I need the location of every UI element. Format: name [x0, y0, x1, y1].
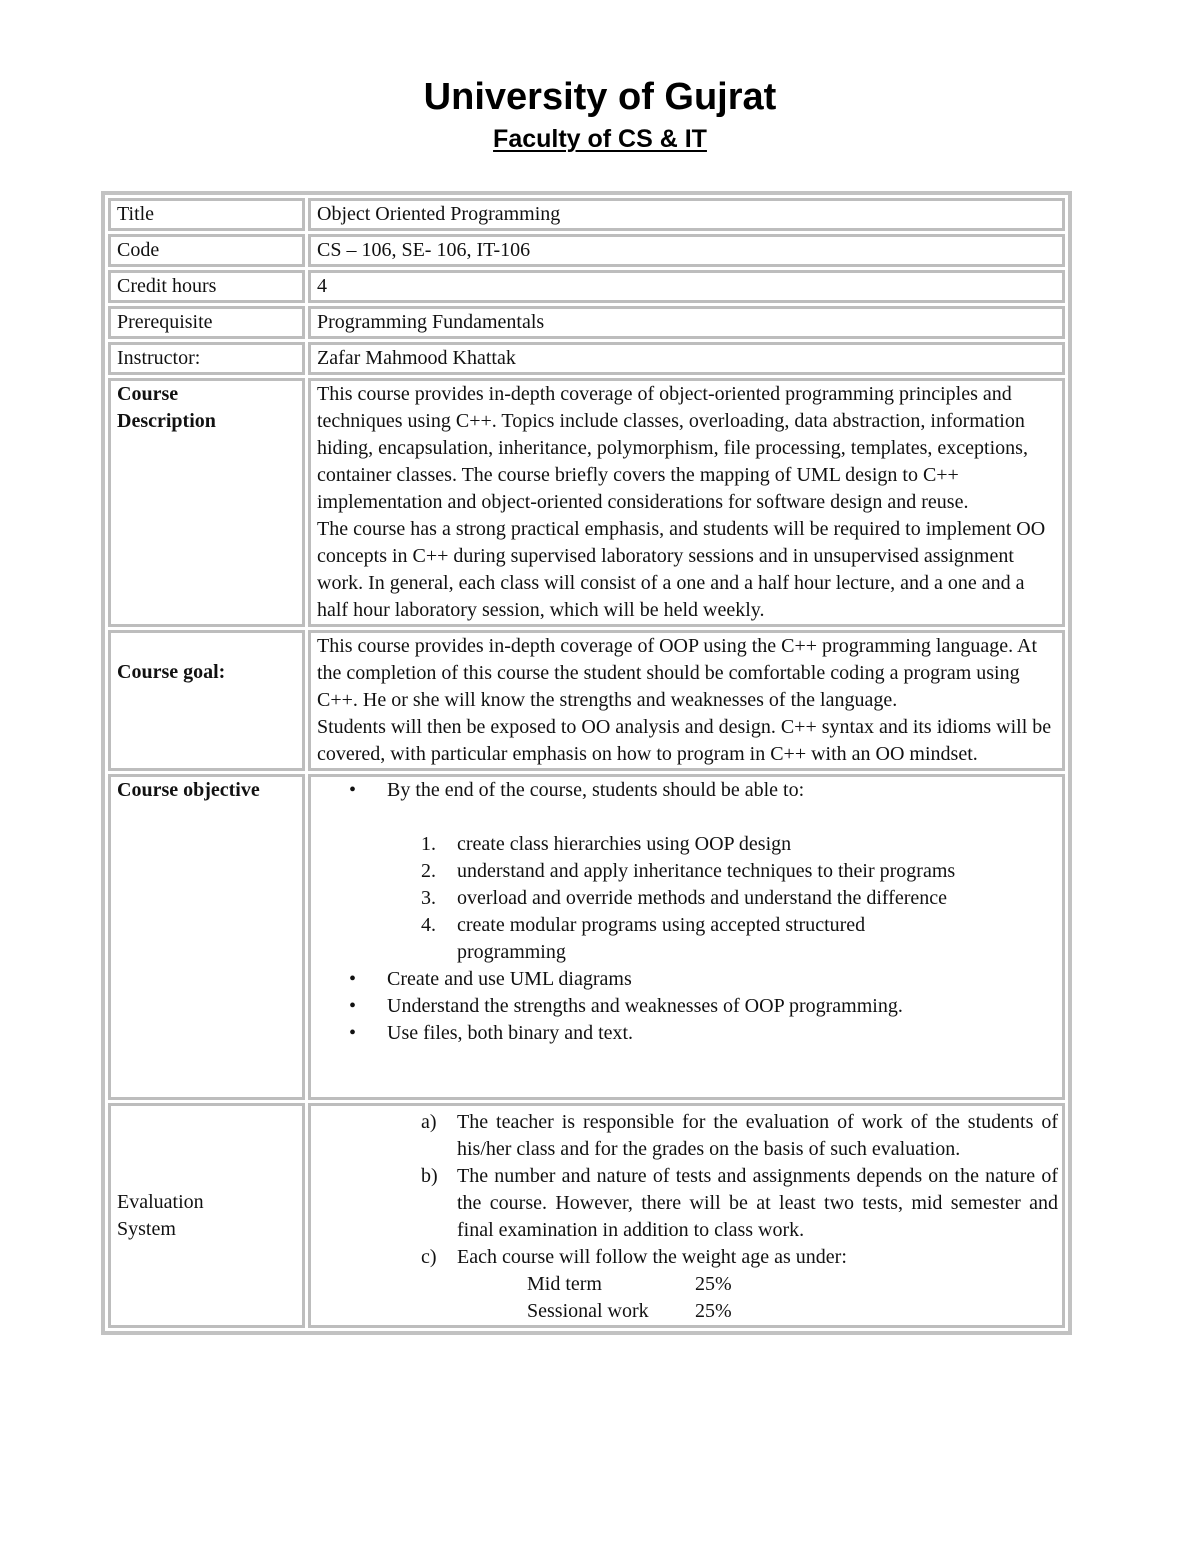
table-row-prerequisite: [108, 306, 1065, 339]
course-description-paragraph-2: The course has a strong practical emphasis, and students will be required to implement OO concepts in C++ during supervised laboratory sessions and in unsupervised assignment work. In general, each class will consist of a one and a half hour lecture, and a one and a half hour laboratory session, which will be held weekly.: [317, 518, 1046, 621]
instructor-label: Instructor:: [108, 342, 305, 375]
evaluation-system-label-line2: System: [117, 1217, 176, 1240]
faculty-title-text: Faculty of CS & IT: [493, 125, 707, 153]
faculty-title: [0, 123, 1200, 155]
evaluation-system-label-line1: Evaluation: [117, 1190, 204, 1213]
table-row-credit-hours: [108, 270, 1065, 303]
table-row-course-goal: [108, 630, 1065, 771]
list-item-letter: b): [421, 1165, 438, 1187]
evaluation-system-label: [108, 1103, 305, 1328]
list-item: • Understand the strengths and weaknesses of OOP programming.: [317, 993, 1058, 1020]
list-item: [317, 1109, 1058, 1163]
evaluation-system-value: [308, 1103, 1065, 1328]
weight-value: 25%: [695, 1300, 732, 1322]
course-info-table: [101, 191, 1072, 1335]
list-item-number: 1.: [421, 833, 436, 855]
instructor-value: Zafar Mahmood Khattak: [308, 342, 1065, 375]
list-item-text: overload and override methods and understand the difference: [457, 887, 947, 909]
list-item-text: Each course will follow the weight age as under:: [457, 1246, 847, 1268]
table-row-instructor: [108, 342, 1065, 375]
prerequisite-label: Prerequisite: [108, 306, 305, 339]
title-value: Object Oriented Programming: [308, 198, 1065, 231]
list-item: • Create and use UML diagrams: [317, 966, 1058, 993]
list-item: [317, 831, 1058, 858]
weight-row-sessional-work: [317, 1298, 1058, 1325]
table-row-course-description: [108, 378, 1065, 627]
list-item: [317, 885, 1058, 912]
evaluation-list: [317, 1109, 1058, 1271]
list-item: • By the end of the course, students should be able to:: [317, 777, 1058, 804]
course-description-label-line1: Course: [117, 383, 179, 405]
course-description-label-line2: Description: [117, 410, 216, 432]
list-item: [317, 858, 1058, 885]
objective-bullet-list: [317, 966, 1058, 1047]
list-item-text: create class hierarchies using OOP design: [457, 833, 792, 855]
list-item-number: 4.: [421, 914, 436, 936]
list-item-text: understand and apply inheritance techniques to their programs: [457, 860, 956, 882]
list-item-letter: a): [421, 1111, 437, 1133]
list-item-number: 2.: [421, 860, 436, 882]
course-objective-value: [308, 774, 1065, 1100]
credit-hours-label: Credit hours: [108, 270, 305, 303]
list-item-text: create modular programs using accepted structured programming: [457, 914, 866, 963]
list-item: [317, 912, 1058, 966]
code-value: CS – 106, SE- 106, IT-106: [308, 234, 1065, 267]
prerequisite-value: Programming Fundamentals: [308, 306, 1065, 339]
objective-intro-list: [317, 777, 1058, 804]
weight-value: 25%: [695, 1273, 732, 1295]
table-row-code: [108, 234, 1065, 267]
table-row-course-objective: [108, 774, 1065, 1100]
weight-name: Mid term: [527, 1273, 602, 1295]
course-goal-paragraph-2: Students will then be exposed to OO analysis and design. C++ syntax and its idioms will be covered, with particular emphasis on how to program in C++ with an OO mindset.: [317, 716, 1052, 765]
weight-name: Sessional work: [527, 1300, 649, 1322]
code-label: Code: [108, 234, 305, 267]
list-item-text: The teacher is responsible for the evaluation of work of the students of his/her class and for the grades on the basis of such evaluation.: [457, 1111, 1058, 1160]
list-item: [317, 1163, 1058, 1244]
objective-numbered-list: [317, 831, 1058, 966]
list-item-text: The number and nature of tests and assignments depends on the nature of the course. However, there will be at least two tests, mid semester and final examination in addition to class work.: [457, 1165, 1058, 1241]
list-item-letter: c): [421, 1246, 437, 1268]
credit-hours-value: 4: [308, 270, 1065, 303]
course-objective-label: Course objective: [108, 774, 305, 1100]
course-goal-paragraph-1: This course provides in-depth coverage of OOP using the C++ programming language. At the completion of this course the student should be comfortable coding a program using C++. He or she will know the strengths and weaknesses of the language.: [317, 635, 1037, 711]
list-item-number: 3.: [421, 887, 436, 909]
course-description-value: [308, 378, 1065, 627]
title-label: Title: [108, 198, 305, 231]
course-description-label: [108, 378, 305, 627]
course-goal-value: [308, 630, 1065, 771]
table-row-title: [108, 198, 1065, 231]
list-item: • Use files, both binary and text.: [317, 1020, 1058, 1047]
university-title: University of Gujrat: [423, 76, 777, 118]
course-goal-label: [108, 630, 305, 771]
course-goal-label-text: Course goal:: [117, 661, 226, 683]
course-description-paragraph-1: This course provides in-depth coverage of object-oriented programming principles and techniques using C++. Topics include classes, overloading, data abstraction, information hiding, encapsulation, inheritance, polymorphism, file processing, templates, exceptions, container classes. The course briefly covers the mapping of UML design to C++ implementation and object-oriented considerations for software design and reuse.: [317, 383, 1028, 513]
weight-row-mid-term: [317, 1271, 1058, 1298]
table-row-evaluation-system: [108, 1103, 1065, 1328]
list-item: [317, 1244, 1058, 1271]
